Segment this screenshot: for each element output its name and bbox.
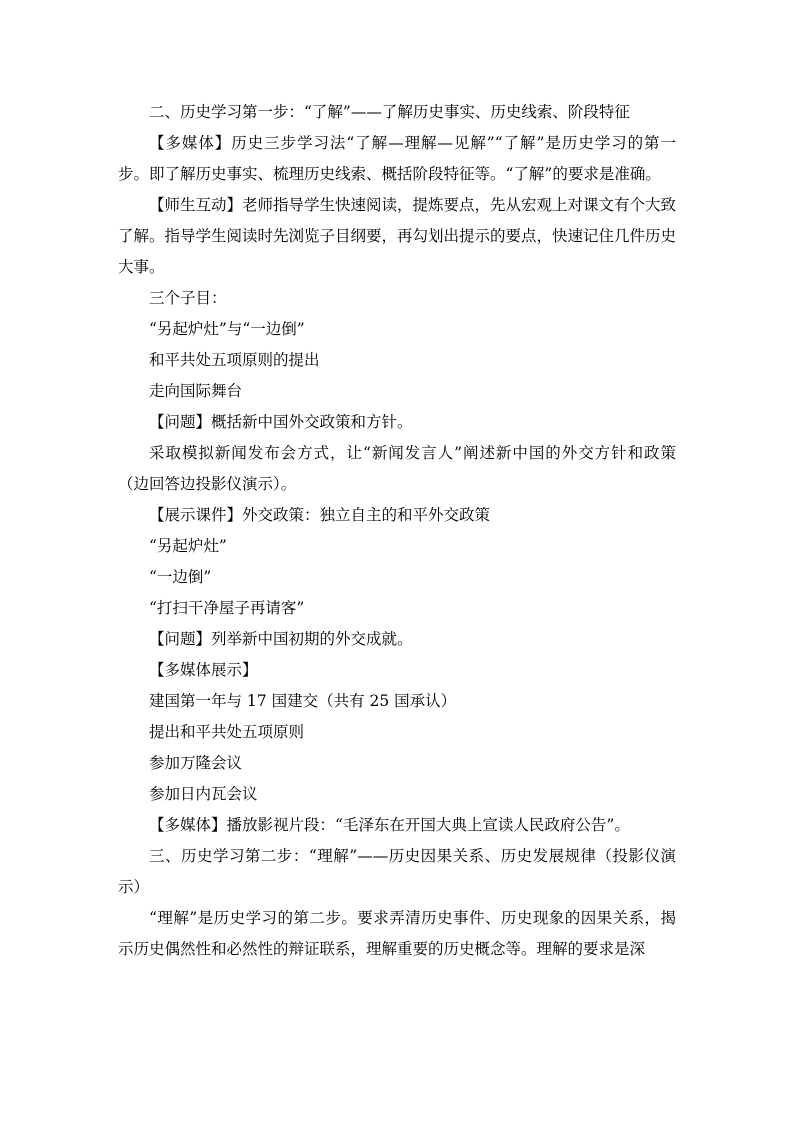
paragraph-question-policy: 【问题】概括新中国外交政策和方针。 xyxy=(149,413,413,431)
list-item-achievement: 参加万隆会议 xyxy=(149,754,243,772)
list-item-subtopic: 和平共处五项原则的提出 xyxy=(149,351,320,369)
section-heading-step-two: 三、历史学习第二步：“理解”——历史因果关系、历史发展规律（投影仪演示） xyxy=(118,847,676,896)
section-heading-step-one: 二、历史学习第一步：“了解”——了解历史事实、历史线索、阶段特征 xyxy=(149,103,630,121)
paragraph-three-subtopics-label: 三个子目： xyxy=(149,289,227,307)
paragraph-teacher-student-interaction: 【师生互动】老师指导学生快速阅读，提炼要点，先从宏观上对课文有个大致了解。指导学生阅读时先浏览子目纲要，再勾划出提示的要点，快速记住几件历史大事。 xyxy=(118,196,677,276)
list-item-subtopic: 走向国际舞台 xyxy=(149,382,243,400)
list-item-achievement: 提出和平共处五项原则 xyxy=(149,723,305,741)
list-item-achievement: 建国第一年与 17 国建交（共有 25 国承认） xyxy=(149,692,457,710)
paragraph-multimedia-video: 【多媒体】播放影视片段：“毛泽东在开国大典上宣读人民政府公告”。 xyxy=(149,816,630,834)
paragraph-press-conference: 采取模拟新闻发布会方式，让“新闻发言人”阐述新中国的外交方针和政策（边回答边投影仪演示）。 xyxy=(118,444,676,493)
paragraph-understanding-explanation: “理解”是历史学习的第二步。要求弄清历史事件、历史现象的因果关系，揭示历史偶然性和必然性的辩证联系，理解重要的历史概念等。理解的要求是深 xyxy=(118,909,676,958)
paragraph-courseware-policy: 【展示课件】外交政策：独立自主的和平外交政策 xyxy=(149,506,491,524)
list-item-policy: “另起炉灶” xyxy=(149,537,227,555)
paragraph-multimedia-intro: 【多媒体】历史三步学习法“了解—理解—见解”“了解”是历史学习的第一步。即了解历史事实、梳理历史线索、概括阶段特征等。“了解”的要求是准确。 xyxy=(118,134,676,183)
list-item-policy: “打扫干净屋子再请客” xyxy=(149,599,305,617)
list-item-subtopic: “另起炉灶”与“一边倒” xyxy=(149,320,305,338)
list-item-achievement: 参加日内瓦会议 xyxy=(149,785,258,803)
document-body xyxy=(118,97,676,965)
paragraph-question-achievements: 【问题】列举新中国初期的外交成就。 xyxy=(149,630,413,648)
list-item-policy: “一边倒” xyxy=(149,568,212,586)
paragraph-multimedia-display: 【多媒体展示】 xyxy=(149,661,258,679)
